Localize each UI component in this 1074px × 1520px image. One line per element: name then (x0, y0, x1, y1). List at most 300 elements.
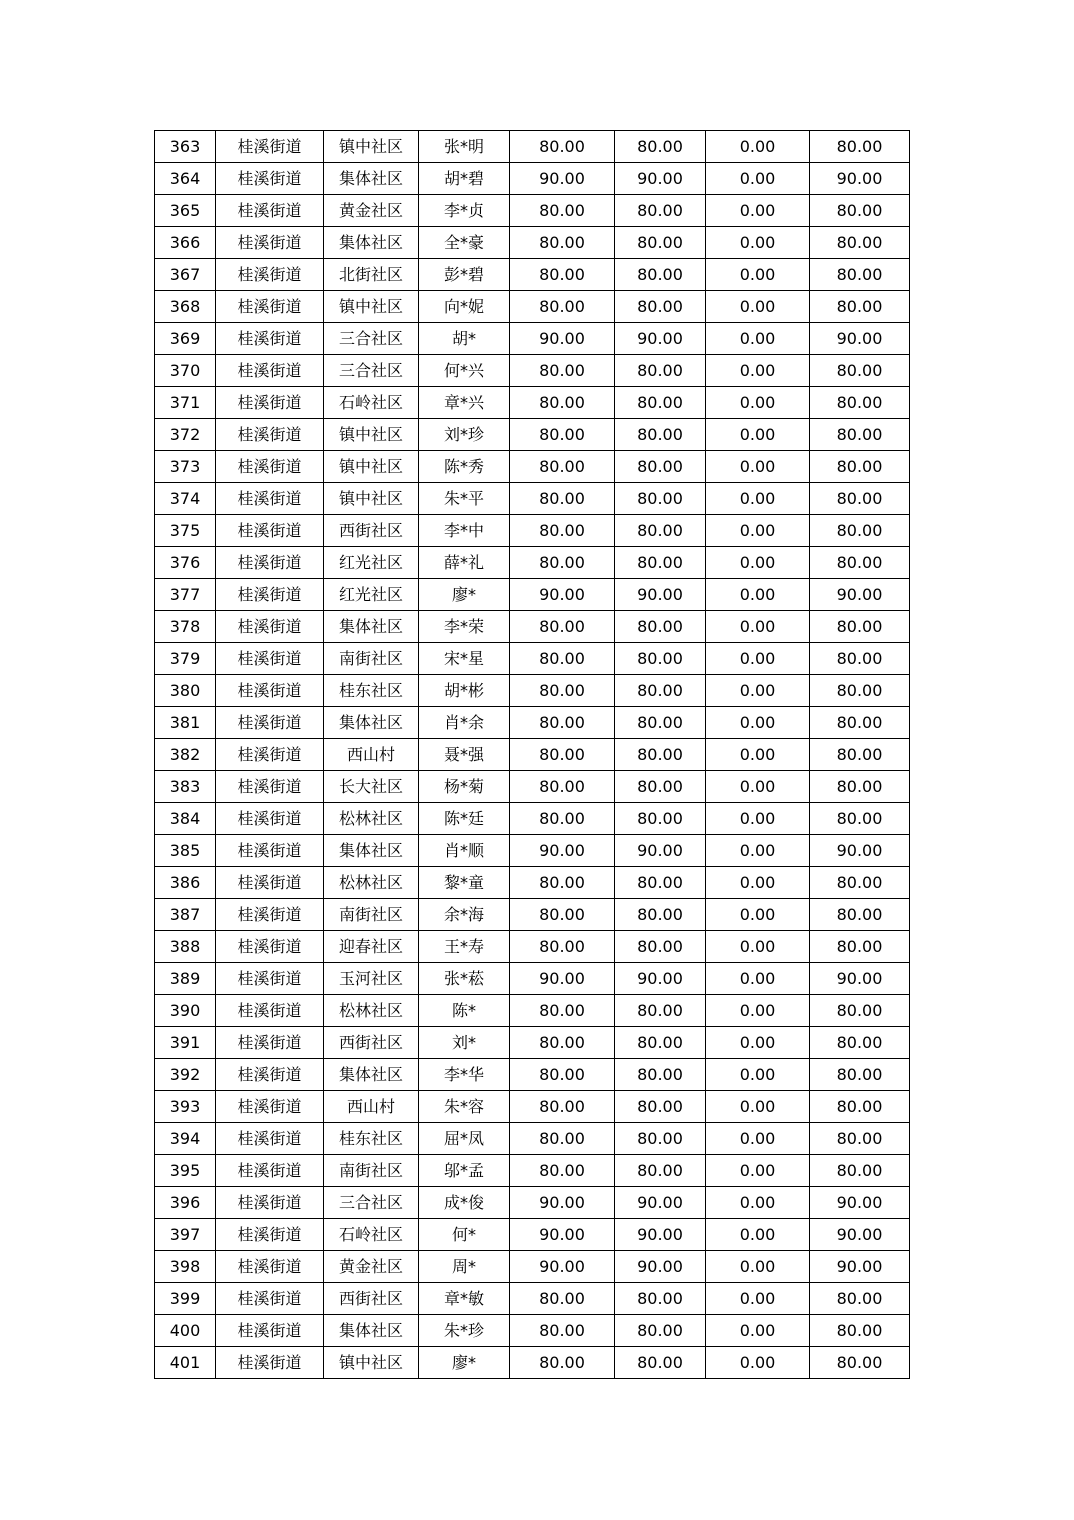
street-cell: 桂溪街道 (216, 131, 324, 163)
community-cell: 黄金社区 (324, 195, 419, 227)
table-row (155, 803, 910, 835)
name-cell: 宋*星 (419, 643, 510, 675)
row-number-cell: 367 (155, 259, 216, 291)
community-cell: 桂东社区 (324, 1123, 419, 1155)
street-cell: 桂溪街道 (216, 163, 324, 195)
table-row (155, 579, 910, 611)
community-cell: 集体社区 (324, 611, 419, 643)
community-cell: 黄金社区 (324, 1251, 419, 1283)
name-cell: 朱*平 (419, 483, 510, 515)
amount-cell-3: 0.00 (706, 1187, 810, 1219)
name-cell: 陈*秀 (419, 451, 510, 483)
row-number-cell: 370 (155, 355, 216, 387)
amount-cell-1: 90.00 (510, 323, 615, 355)
amount-cell-3: 0.00 (706, 1315, 810, 1347)
total-cell: 80.00 (810, 1155, 910, 1187)
street-cell: 桂溪街道 (216, 195, 324, 227)
row-number-cell: 397 (155, 1219, 216, 1251)
community-cell: 集体社区 (324, 1315, 419, 1347)
community-cell: 集体社区 (324, 163, 419, 195)
amount-cell-3: 0.00 (706, 547, 810, 579)
table-row (155, 355, 910, 387)
amount-cell-2: 80.00 (615, 195, 706, 227)
community-cell: 石岭社区 (324, 1219, 419, 1251)
name-cell: 李*荣 (419, 611, 510, 643)
community-cell: 北街社区 (324, 259, 419, 291)
row-number-cell: 382 (155, 739, 216, 771)
total-cell: 80.00 (810, 387, 910, 419)
total-cell: 80.00 (810, 1059, 910, 1091)
street-cell: 桂溪街道 (216, 355, 324, 387)
community-cell: 镇中社区 (324, 131, 419, 163)
row-number-cell: 385 (155, 835, 216, 867)
table-row (155, 195, 910, 227)
name-cell: 薛*礼 (419, 547, 510, 579)
community-cell: 松林社区 (324, 995, 419, 1027)
table-row (155, 1283, 910, 1315)
total-cell: 80.00 (810, 931, 910, 963)
name-cell: 刘*珍 (419, 419, 510, 451)
amount-cell-2: 90.00 (615, 323, 706, 355)
amount-cell-1: 90.00 (510, 1219, 615, 1251)
community-cell: 西山村 (324, 739, 419, 771)
street-cell: 桂溪街道 (216, 803, 324, 835)
amount-cell-1: 90.00 (510, 1187, 615, 1219)
name-cell: 胡*碧 (419, 163, 510, 195)
table-row (155, 1347, 910, 1379)
amount-cell-3: 0.00 (706, 259, 810, 291)
community-cell: 镇中社区 (324, 291, 419, 323)
community-cell: 迎春社区 (324, 931, 419, 963)
table-row (155, 1027, 910, 1059)
amount-cell-1: 80.00 (510, 355, 615, 387)
street-cell: 桂溪街道 (216, 451, 324, 483)
amount-cell-3: 0.00 (706, 227, 810, 259)
amount-cell-3: 0.00 (706, 451, 810, 483)
row-number-cell: 366 (155, 227, 216, 259)
community-cell: 三合社区 (324, 355, 419, 387)
street-cell: 桂溪街道 (216, 547, 324, 579)
amount-cell-1: 80.00 (510, 1155, 615, 1187)
street-cell: 桂溪街道 (216, 1283, 324, 1315)
community-cell: 集体社区 (324, 707, 419, 739)
row-number-cell: 386 (155, 867, 216, 899)
table-row (155, 611, 910, 643)
table-row (155, 771, 910, 803)
community-cell: 红光社区 (324, 547, 419, 579)
table-row (155, 1315, 910, 1347)
amount-cell-2: 80.00 (615, 1347, 706, 1379)
amount-cell-2: 80.00 (615, 227, 706, 259)
total-cell: 90.00 (810, 1187, 910, 1219)
total-cell: 90.00 (810, 835, 910, 867)
amount-cell-2: 90.00 (615, 1219, 706, 1251)
amount-cell-2: 80.00 (615, 131, 706, 163)
amount-cell-2: 80.00 (615, 1123, 706, 1155)
table-row (155, 163, 910, 195)
total-cell: 90.00 (810, 1251, 910, 1283)
community-cell: 松林社区 (324, 867, 419, 899)
amount-cell-2: 80.00 (615, 1155, 706, 1187)
table-body (155, 131, 910, 1379)
community-cell: 西街社区 (324, 1027, 419, 1059)
name-cell: 张*明 (419, 131, 510, 163)
name-cell: 李*贞 (419, 195, 510, 227)
amount-cell-3: 0.00 (706, 483, 810, 515)
total-cell: 80.00 (810, 291, 910, 323)
name-cell: 邬*孟 (419, 1155, 510, 1187)
row-number-cell: 379 (155, 643, 216, 675)
street-cell: 桂溪街道 (216, 259, 324, 291)
amount-cell-2: 90.00 (615, 579, 706, 611)
amount-cell-1: 80.00 (510, 611, 615, 643)
community-cell: 玉河社区 (324, 963, 419, 995)
amount-cell-3: 0.00 (706, 515, 810, 547)
row-number-cell: 378 (155, 611, 216, 643)
street-cell: 桂溪街道 (216, 1315, 324, 1347)
total-cell: 80.00 (810, 611, 910, 643)
row-number-cell: 384 (155, 803, 216, 835)
row-number-cell: 396 (155, 1187, 216, 1219)
amount-cell-2: 80.00 (615, 995, 706, 1027)
community-cell: 松林社区 (324, 803, 419, 835)
table-row (155, 1187, 910, 1219)
amount-cell-1: 80.00 (510, 387, 615, 419)
name-cell: 章*兴 (419, 387, 510, 419)
name-cell: 彭*碧 (419, 259, 510, 291)
amount-cell-3: 0.00 (706, 323, 810, 355)
street-cell: 桂溪街道 (216, 963, 324, 995)
street-cell: 桂溪街道 (216, 867, 324, 899)
name-cell: 周* (419, 1251, 510, 1283)
amount-cell-3: 0.00 (706, 195, 810, 227)
amount-cell-1: 80.00 (510, 419, 615, 451)
amount-cell-2: 90.00 (615, 835, 706, 867)
amount-cell-3: 0.00 (706, 1155, 810, 1187)
amount-cell-3: 0.00 (706, 1347, 810, 1379)
name-cell: 朱*容 (419, 1091, 510, 1123)
total-cell: 80.00 (810, 1347, 910, 1379)
amount-cell-3: 0.00 (706, 867, 810, 899)
table-row (155, 995, 910, 1027)
total-cell: 80.00 (810, 259, 910, 291)
table-row (155, 739, 910, 771)
amount-cell-3: 0.00 (706, 643, 810, 675)
street-cell: 桂溪街道 (216, 1155, 324, 1187)
amount-cell-1: 80.00 (510, 131, 615, 163)
row-number-cell: 380 (155, 675, 216, 707)
amount-cell-1: 90.00 (510, 163, 615, 195)
name-cell: 廖* (419, 1347, 510, 1379)
amount-cell-1: 80.00 (510, 1123, 615, 1155)
table-row (155, 259, 910, 291)
amount-cell-2: 80.00 (615, 291, 706, 323)
name-cell: 杨*菊 (419, 771, 510, 803)
amount-cell-3: 0.00 (706, 291, 810, 323)
total-cell: 80.00 (810, 355, 910, 387)
street-cell: 桂溪街道 (216, 579, 324, 611)
row-number-cell: 368 (155, 291, 216, 323)
community-cell: 石岭社区 (324, 387, 419, 419)
row-number-cell: 377 (155, 579, 216, 611)
community-cell: 西街社区 (324, 515, 419, 547)
community-cell: 红光社区 (324, 579, 419, 611)
row-number-cell: 388 (155, 931, 216, 963)
street-cell: 桂溪街道 (216, 1123, 324, 1155)
table-row (155, 547, 910, 579)
street-cell: 桂溪街道 (216, 1219, 324, 1251)
total-cell: 80.00 (810, 803, 910, 835)
table-row (155, 1123, 910, 1155)
row-number-cell: 376 (155, 547, 216, 579)
street-cell: 桂溪街道 (216, 1251, 324, 1283)
community-cell: 南街社区 (324, 1155, 419, 1187)
amount-cell-1: 80.00 (510, 1347, 615, 1379)
row-number-cell: 372 (155, 419, 216, 451)
amount-cell-3: 0.00 (706, 899, 810, 931)
amount-cell-2: 80.00 (615, 1283, 706, 1315)
total-cell: 80.00 (810, 1283, 910, 1315)
row-number-cell: 400 (155, 1315, 216, 1347)
amount-cell-1: 80.00 (510, 1027, 615, 1059)
amount-cell-1: 90.00 (510, 835, 615, 867)
amount-cell-3: 0.00 (706, 1027, 810, 1059)
total-cell: 90.00 (810, 1219, 910, 1251)
name-cell: 肖*余 (419, 707, 510, 739)
table-row (155, 131, 910, 163)
amount-cell-1: 80.00 (510, 899, 615, 931)
amount-cell-2: 80.00 (615, 451, 706, 483)
amount-cell-1: 80.00 (510, 1283, 615, 1315)
table-row (155, 227, 910, 259)
amount-cell-2: 80.00 (615, 259, 706, 291)
amount-cell-1: 80.00 (510, 803, 615, 835)
name-cell: 胡*彬 (419, 675, 510, 707)
name-cell: 余*海 (419, 899, 510, 931)
amount-cell-3: 0.00 (706, 1059, 810, 1091)
community-cell: 集体社区 (324, 227, 419, 259)
total-cell: 90.00 (810, 163, 910, 195)
row-number-cell: 394 (155, 1123, 216, 1155)
total-cell: 80.00 (810, 419, 910, 451)
street-cell: 桂溪街道 (216, 899, 324, 931)
community-cell: 桂东社区 (324, 675, 419, 707)
name-cell: 刘* (419, 1027, 510, 1059)
row-number-cell: 395 (155, 1155, 216, 1187)
data-table (154, 130, 910, 1379)
total-cell: 80.00 (810, 131, 910, 163)
amount-cell-2: 80.00 (615, 771, 706, 803)
total-cell: 80.00 (810, 1123, 910, 1155)
amount-cell-3: 0.00 (706, 1283, 810, 1315)
amount-cell-2: 80.00 (615, 611, 706, 643)
name-cell: 陈*廷 (419, 803, 510, 835)
total-cell: 90.00 (810, 579, 910, 611)
row-number-cell: 387 (155, 899, 216, 931)
table-row (155, 643, 910, 675)
community-cell: 南街社区 (324, 899, 419, 931)
amount-cell-2: 80.00 (615, 643, 706, 675)
amount-cell-3: 0.00 (706, 1091, 810, 1123)
amount-cell-3: 0.00 (706, 387, 810, 419)
amount-cell-1: 80.00 (510, 1059, 615, 1091)
amount-cell-2: 80.00 (615, 547, 706, 579)
amount-cell-2: 80.00 (615, 739, 706, 771)
table-row (155, 1059, 910, 1091)
amount-cell-2: 80.00 (615, 483, 706, 515)
amount-cell-1: 80.00 (510, 867, 615, 899)
amount-cell-3: 0.00 (706, 835, 810, 867)
street-cell: 桂溪街道 (216, 739, 324, 771)
name-cell: 屈*凤 (419, 1123, 510, 1155)
street-cell: 桂溪街道 (216, 483, 324, 515)
table-row (155, 1219, 910, 1251)
street-cell: 桂溪街道 (216, 1347, 324, 1379)
community-cell: 镇中社区 (324, 419, 419, 451)
amount-cell-2: 80.00 (615, 899, 706, 931)
amount-cell-1: 80.00 (510, 195, 615, 227)
amount-cell-1: 80.00 (510, 643, 615, 675)
community-cell: 集体社区 (324, 1059, 419, 1091)
amount-cell-1: 80.00 (510, 707, 615, 739)
amount-cell-2: 80.00 (615, 1059, 706, 1091)
street-cell: 桂溪街道 (216, 707, 324, 739)
name-cell: 陈* (419, 995, 510, 1027)
table-row (155, 483, 910, 515)
row-number-cell: 389 (155, 963, 216, 995)
amount-cell-1: 80.00 (510, 675, 615, 707)
amount-cell-3: 0.00 (706, 131, 810, 163)
name-cell: 张*菘 (419, 963, 510, 995)
amount-cell-3: 0.00 (706, 771, 810, 803)
name-cell: 王*寿 (419, 931, 510, 963)
street-cell: 桂溪街道 (216, 611, 324, 643)
amount-cell-1: 80.00 (510, 547, 615, 579)
total-cell: 80.00 (810, 899, 910, 931)
table-row (155, 515, 910, 547)
amount-cell-2: 80.00 (615, 931, 706, 963)
amount-cell-1: 80.00 (510, 291, 615, 323)
name-cell: 李*华 (419, 1059, 510, 1091)
table-row (155, 707, 910, 739)
street-cell: 桂溪街道 (216, 1187, 324, 1219)
row-number-cell: 392 (155, 1059, 216, 1091)
amount-cell-2: 80.00 (615, 355, 706, 387)
amount-cell-2: 80.00 (615, 1315, 706, 1347)
total-cell: 90.00 (810, 323, 910, 355)
amount-cell-1: 80.00 (510, 1091, 615, 1123)
amount-cell-2: 80.00 (615, 419, 706, 451)
table-row (155, 323, 910, 355)
amount-cell-3: 0.00 (706, 1251, 810, 1283)
row-number-cell: 401 (155, 1347, 216, 1379)
total-cell: 80.00 (810, 707, 910, 739)
total-cell: 80.00 (810, 739, 910, 771)
amount-cell-3: 0.00 (706, 931, 810, 963)
table-row (155, 451, 910, 483)
table-row (155, 1091, 910, 1123)
amount-cell-3: 0.00 (706, 419, 810, 451)
row-number-cell: 363 (155, 131, 216, 163)
amount-cell-2: 80.00 (615, 803, 706, 835)
name-cell: 全*豪 (419, 227, 510, 259)
row-number-cell: 399 (155, 1283, 216, 1315)
table-row (155, 899, 910, 931)
amount-cell-2: 90.00 (615, 1251, 706, 1283)
name-cell: 黎*童 (419, 867, 510, 899)
row-number-cell: 373 (155, 451, 216, 483)
table-row (155, 1155, 910, 1187)
table-row (155, 419, 910, 451)
street-cell: 桂溪街道 (216, 387, 324, 419)
name-cell: 向*妮 (419, 291, 510, 323)
community-cell: 三合社区 (324, 1187, 419, 1219)
amount-cell-3: 0.00 (706, 1123, 810, 1155)
name-cell: 朱*珍 (419, 1315, 510, 1347)
amount-cell-1: 90.00 (510, 579, 615, 611)
community-cell: 西山村 (324, 1091, 419, 1123)
row-number-cell: 375 (155, 515, 216, 547)
amount-cell-3: 0.00 (706, 355, 810, 387)
name-cell: 肖*顺 (419, 835, 510, 867)
row-number-cell: 371 (155, 387, 216, 419)
street-cell: 桂溪街道 (216, 835, 324, 867)
name-cell: 成*俊 (419, 1187, 510, 1219)
total-cell: 80.00 (810, 483, 910, 515)
table-row (155, 675, 910, 707)
street-cell: 桂溪街道 (216, 515, 324, 547)
community-cell: 集体社区 (324, 835, 419, 867)
table-row (155, 963, 910, 995)
amount-cell-1: 80.00 (510, 227, 615, 259)
street-cell: 桂溪街道 (216, 771, 324, 803)
community-cell: 长大社区 (324, 771, 419, 803)
amount-cell-2: 80.00 (615, 387, 706, 419)
amount-cell-2: 80.00 (615, 1027, 706, 1059)
amount-cell-1: 80.00 (510, 931, 615, 963)
street-cell: 桂溪街道 (216, 931, 324, 963)
street-cell: 桂溪街道 (216, 291, 324, 323)
amount-cell-3: 0.00 (706, 963, 810, 995)
name-cell: 章*敏 (419, 1283, 510, 1315)
amount-cell-3: 0.00 (706, 995, 810, 1027)
table-row (155, 867, 910, 899)
name-cell: 李*中 (419, 515, 510, 547)
row-number-cell: 364 (155, 163, 216, 195)
community-cell: 镇中社区 (324, 1347, 419, 1379)
amount-cell-1: 80.00 (510, 1315, 615, 1347)
community-cell: 镇中社区 (324, 483, 419, 515)
total-cell: 80.00 (810, 675, 910, 707)
amount-cell-2: 90.00 (615, 1187, 706, 1219)
amount-cell-3: 0.00 (706, 803, 810, 835)
row-number-cell: 391 (155, 1027, 216, 1059)
name-cell: 聂*强 (419, 739, 510, 771)
total-cell: 80.00 (810, 451, 910, 483)
total-cell: 80.00 (810, 867, 910, 899)
name-cell: 胡* (419, 323, 510, 355)
street-cell: 桂溪街道 (216, 323, 324, 355)
row-number-cell: 369 (155, 323, 216, 355)
row-number-cell: 398 (155, 1251, 216, 1283)
street-cell: 桂溪街道 (216, 995, 324, 1027)
row-number-cell: 393 (155, 1091, 216, 1123)
table-row (155, 291, 910, 323)
community-cell: 南街社区 (324, 643, 419, 675)
total-cell: 80.00 (810, 995, 910, 1027)
amount-cell-3: 0.00 (706, 163, 810, 195)
total-cell: 90.00 (810, 963, 910, 995)
